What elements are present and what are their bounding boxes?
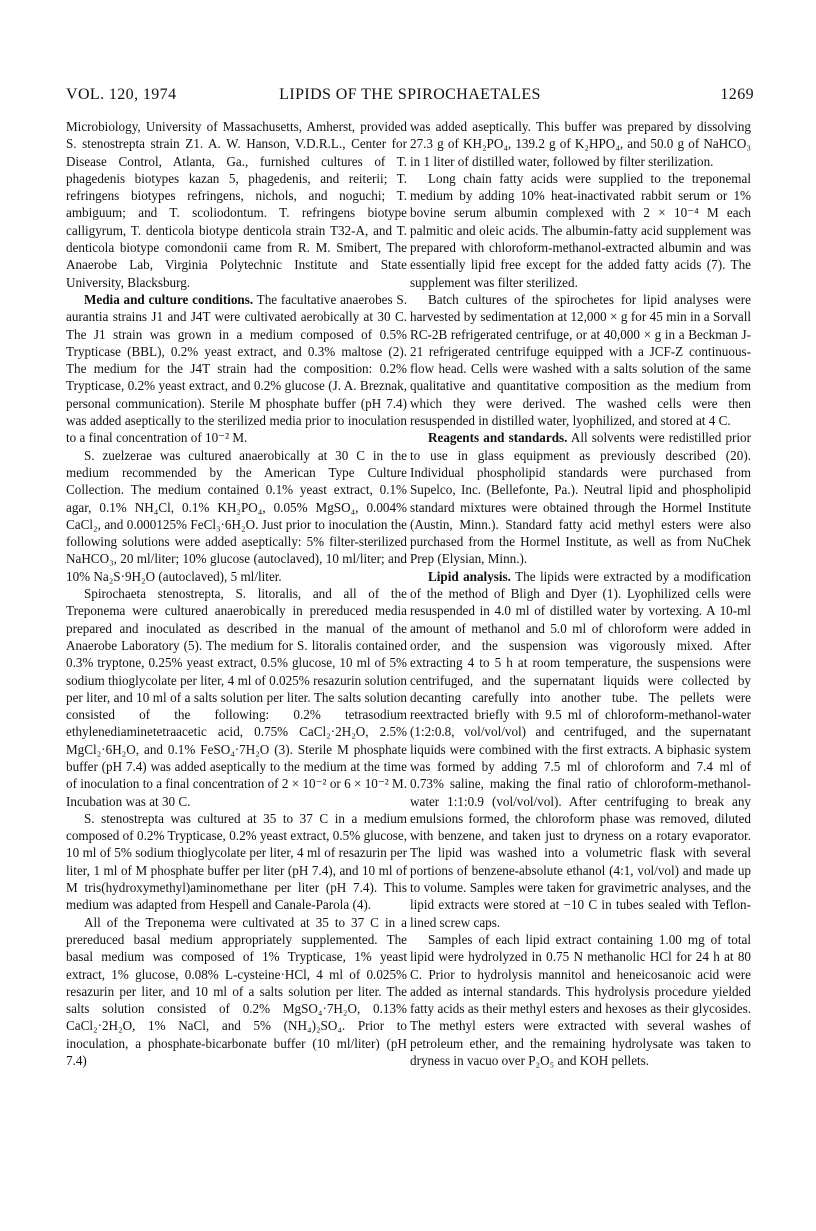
running-header — [66, 86, 754, 106]
paragraph: Reagents and standards. All solvents were redistilled prior to use in glass equipment as previously described (20). Individual phospholipid standards were purchased from Supelco, Inc. (Bellefonte, Pa.). Neutral lipid and phospholipid standard mixtures were obtained through the Hormel Institute (Austin, Minn.). Standard fatty acid methyl esters were also purchased from the Hormel Institute, as well as from NuChek Prep (Elysian, Minn.). — [410, 430, 751, 567]
paragraph: Batch cultures of the spirochetes for lipid analyses were harvested by sedimentation at 12,000 × g for 45 min in a Sorvall RC-2B refrigerated centrifuge, or at 40,000 × g in a Beckman J-21 refrigerated centrifuge equipped with a JCF-Z continuous-flow head. Cells were washed with a salts solution of the same qualitative and quantitative composition as the medium from which they were derived. The washed cells were then resuspended in distilled water, lyophilized, and stored at 4 C. — [410, 291, 751, 429]
volume-label: VOL. 120, 1974 — [66, 86, 177, 103]
section-heading: Reagents and standards. — [428, 430, 568, 446]
left-column — [66, 118, 407, 1069]
page-number: 1269 — [720, 86, 754, 103]
section-heading: Media and culture conditions. — [84, 291, 254, 307]
paragraph: S. zuelzerae was cultured anaerobically at 30 C in the medium recommended by the American Type Culture Collection. The medium contained 0.1% yeast extract, 0.1% agar, 0.1% NH₄Cl, 0.1% KH₂PO₄, 0.05% MgSO₄, 0.004% CaCl₂, and 0.000125% FeCl₃·6H₂O. Just prior to inoculation the following solutions were added aseptically: 5% filter-sterilized NaHCO₃, 20 ml/liter; 10% glucose (autoclaved), 10 ml/liter; and 10% Na₂S·9H₂O (autoclaved), 5 ml/liter. — [66, 447, 407, 584]
paragraph: S. stenostrepta was cultured at 35 to 37 C in a medium composed of 0.2% Trypticase, 0.2% yeast extract, 0.5% glucose, 10 ml of 5% sodium thioglycolate per liter, 4 ml of resazurin per liter, 1 ml of M phosphate buffer per liter (pH 7.4), and 10 ml of M tris(hydroxymethyl)aminomethane per liter (pH 7.4). This medium was adapted from Hespell and Canale-Parola (4). — [66, 810, 407, 913]
paragraph: was added aseptically. This buffer was prepared by dissolving 27.3 g of KH₂PO₄, 139.2 g of K₂HPO₄, and 50.0 g of NaHCO₃ in 1 liter of distilled water, followed by filter sterilization. — [410, 119, 751, 169]
paragraph: Long chain fatty acids were supplied to the treponemal medium by adding 10% heat-inactivated rabbit serum or 1% bovine serum albumin complexed with 2 × 10⁻⁴ M each palmitic and oleic acids. The albumin-fatty acid supplement was prepared with chloroform-methanol-extracted albumin and was essentially lipid free except for the added fatty acids (7). The supplement was filter sterilized. — [410, 170, 751, 290]
right-column — [410, 118, 751, 1069]
paragraph: Spirochaeta stenostrepta, S. litoralis, and all of the Treponema were cultured anaerobically in prereduced media prepared and inoculated as described in the manual of the Anaerobe Laboratory (5). The medium for S. litoralis contained 0.3% tryptone, 0.25% yeast extract, 0.5% glucose, 10 ml of 5% sodium thioglycolate per liter, 4 ml of 0.025% resazurin solution per liter, and 10 ml of a salts solution per liter. The salts solution consisted of the following: 0.2% tetrasodium ethylenediaminetetraacetic acid, 0.75% CaCl₂·2H₂O, 2.5% MgCl₂·6H₂O, and 0.1% FeSO₄·7H₂O (3). Sterile M phosphate buffer (pH 7.4) was added aseptically to the medium at the time of inoculation to a final concentration of 2 × 10⁻² or 6 × 10⁻² M. Incubation was at 30 C. — [66, 586, 407, 809]
section-heading: Lipid analysis. — [428, 568, 511, 584]
paragraph: Media and culture conditions. The facultative anaerobes S. aurantia strains J1 and J4T were cultivated aerobically at 30 C. The J1 strain was grown in a medium composed of 0.5% Trypticase (BBL), 0.2% yeast extract, and 0.3% maltose (2). The medium for the J4T strain had the composition: 0.2% Trypticase, 0.2% yeast extract, and 0.2% glucose (J. A. Breznak, personal communication). Sterile M phosphate buffer (pH 7.4) was added aseptically to the sterilized media prior to inoculation to a final concentration of 10⁻² M. — [66, 291, 407, 446]
paragraph: Microbiology, University of Massachusetts, Amherst, provided S. stenostrepta strain Z1. A. W. Hanson, V.D.R.L., Center for Disease Control, Atlanta, Ga., furnished cultures of T. phagedenis biotypes kazan 5, phagedenis, and reiterii; T. refringens biotypes refringens, nichols, and noguchi; T. ambiguum; and T. scoliodontum. T. refringens biotype calligyrum, T. denticola biotype denticola strain T32-A, and T. denticola biotype comondonii came from R. M. Smibert, The Anaerobe Lab, Virginia Polytechnic Institute and State University, Blacksburg. — [66, 119, 407, 290]
paragraph: All of the Treponema were cultivated at 35 to 37 C in a prereduced basal medium appropriately supplemented. The basal medium was composed of 1% Trypticase, 1% yeast extract, 1% glucose, 0.08% L-cysteine·HCl, 4 ml of 0.025% resazurin per liter, and 10 ml of a salts solution per liter. The salts solution consisted of 0.2% MgSO₄·7H₂O, 0.13% CaCl₂·2H₂O, 1% NaCl, and 5% (NH₄)₂SO₄. Prior to inoculation, a phosphate-bicarbonate buffer (10 ml/liter) (pH 7.4) — [66, 914, 407, 1069]
paragraph: Lipid analysis. The lipids were extracted by a modification of the method of Bligh and Dyer (1). Lyophilized cells were resuspended in 4.0 ml of distilled water by vortexing. A 10-ml amount of methanol and 5.0 ml of chloroform were added in order, and the suspension was vigorously mixed. After extracting 4 to 5 h at room temperature, the suspensions were centrifuged, and the supernatant liquids were collected by decanting carefully into another tube. The pellets were reextracted briefly with 9.5 ml of chloroform-methanol-water (1:2:0.8, vol/vol/vol) and centrifuged, and the supernatant liquids were combined with the first extracts. A biphasic system was formed by adding 7.5 ml of chloroform and 7.4 ml of 0.73% saline, making the final ratio of chloroform-methanol-water 1:1:0.9 (vol/vol/vol). After centrifuging to break any emulsions formed, the chloroform phase was removed, diluted with benzene, and taken just to dryness on a rotary evaporator. The lipid was washed into a volumetric flask with several portions of benzene-absolute ethanol (4:1, vol/vol) and made up to volume. Samples were taken for gravimetric analyses, and the lipid extracts were stored at −10 C in tubes sealed with Teflon-lined screw caps. — [410, 568, 751, 930]
paragraph: Samples of each lipid extract containing 1.00 mg of total lipid were hydrolyzed in 0.75 N methanolic HCl for 24 h at 80 C. Prior to hydrolysis mannitol and heneicosanoic acid were added as internal standards. This hydrolysis procedure yielded fatty acids as their methyl esters and hexoses as their glycosides. The methyl esters were extracted with several washes of petroleum ether, and the remaining hydrolysate was taken to dryness in vacuo over P₂O₅ and KOH pellets. — [410, 931, 751, 1069]
running-title: LIPIDS OF THE SPIROCHAETALES — [279, 86, 541, 103]
